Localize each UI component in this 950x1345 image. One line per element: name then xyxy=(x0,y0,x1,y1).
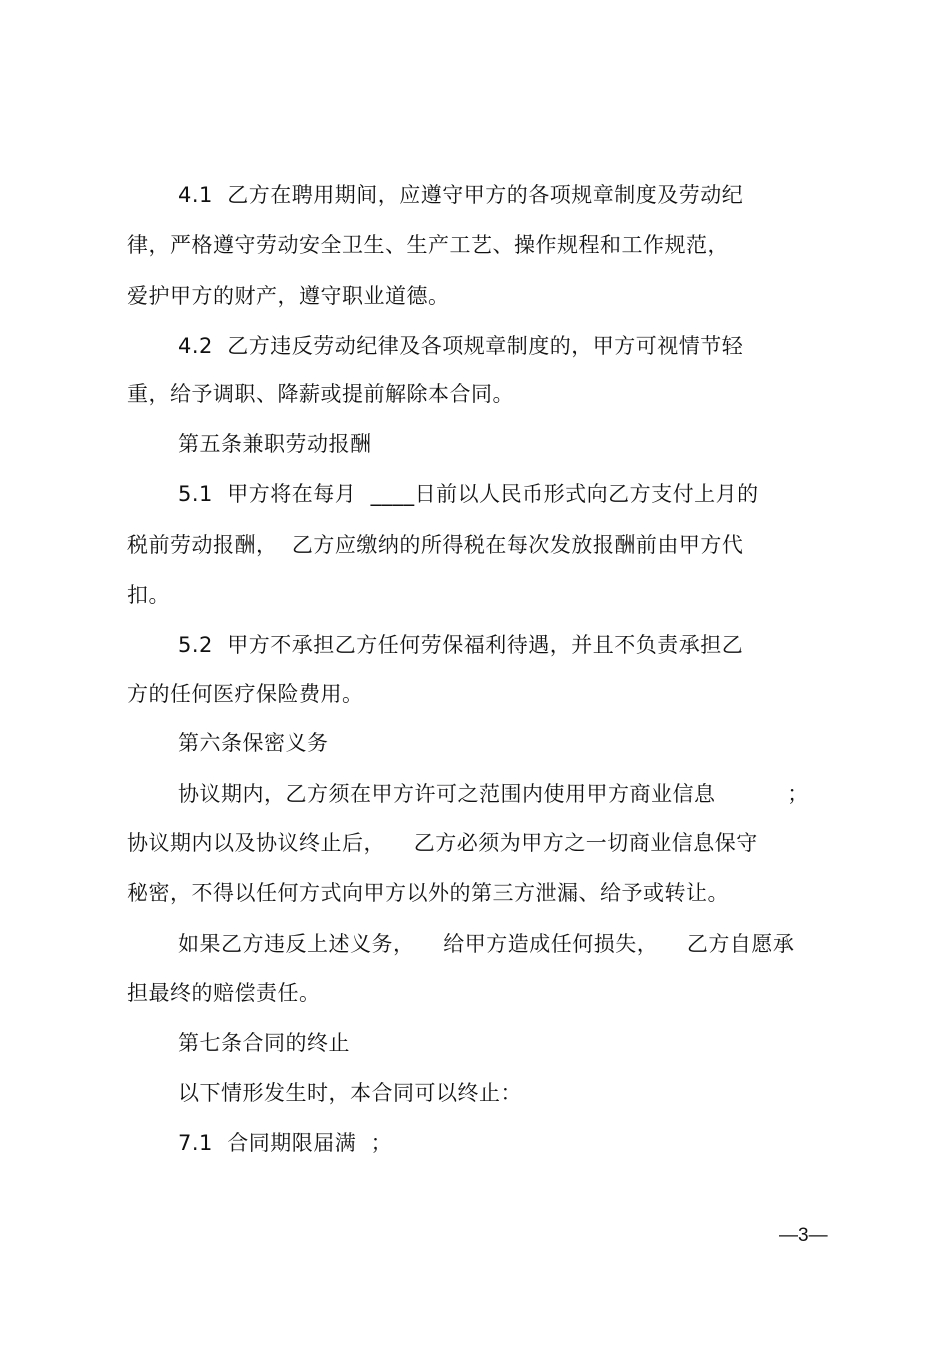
text-line-5: 重，给予调职、降薪或提前解除本合同。 xyxy=(127,382,514,406)
page-number: —3— xyxy=(779,1225,828,1246)
section-heading-6: 第六条保密义务 xyxy=(178,731,329,755)
text-line-4: 4.2 乙方违反劳动纪律及各项规章制度的，甲方可视情节轻 xyxy=(178,334,744,358)
text-line-3: 爱护甲方的财产，遵守职业道德。 xyxy=(127,284,450,308)
text-line-20: 7.1 合同期限届满 ； xyxy=(178,1131,393,1155)
text-line-8: 税前劳动报酬， 乙方应缴纳的所得税在每次发放报酬前由甲方代 xyxy=(127,533,744,557)
text-line-2: 律，严格遵守劳动安全卫生、生产工艺、操作规程和工作规范， xyxy=(127,233,729,257)
text-line-15: 秘密，不得以任何方式向甲方以外的第三方泄漏、给予或转让。 xyxy=(127,881,729,905)
text-line-17: 担最终的赔偿责任。 xyxy=(127,981,321,1005)
text-line-16: 如果乙方违反上述义务， 给甲方造成任何损失， 乙方自愿承 xyxy=(178,932,795,956)
text-line-19: 以下情形发生时，本合同可以终止： xyxy=(178,1081,522,1105)
text-line-14: 协议期内以及协议终止后， 乙方必须为甲方之一切商业信息保守 xyxy=(127,831,758,855)
text-line-11: 方的任何医疗保险费用。 xyxy=(127,682,364,706)
text-line-13: 协议期内，乙方须在甲方许可之范围内使用甲方商业信息 ； xyxy=(178,782,809,806)
text-line-9: 扣。 xyxy=(127,583,170,607)
text-line-7: 5.1 甲方将在每月 ____日前以人民币形式向乙方支付上月的 xyxy=(178,482,759,506)
text-line-1: 4.1 乙方在聘用期间，应遵守甲方的各项规章制度及劳动纪 xyxy=(178,183,744,207)
text-line-10: 5.2 甲方不承担乙方任何劳保福利待遇，并且不负责承担乙 xyxy=(178,633,744,657)
section-heading-5: 第五条兼职劳动报酬 xyxy=(178,432,372,456)
section-heading-7: 第七条合同的终止 xyxy=(178,1031,350,1055)
